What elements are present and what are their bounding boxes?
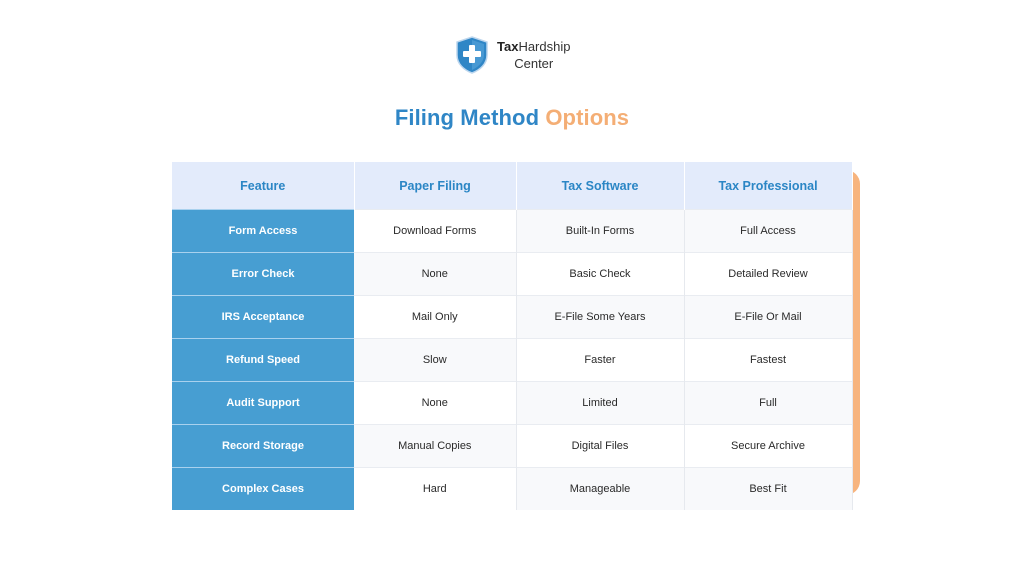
feature-cell: Error Check xyxy=(172,253,354,296)
title-part1: Filing Method xyxy=(394,105,540,130)
software-cell: Faster xyxy=(516,339,684,382)
feature-cell: Record Storage xyxy=(172,425,354,468)
shield-cross-icon xyxy=(455,36,489,74)
table-row xyxy=(172,296,852,339)
professional-cell: Fastest xyxy=(684,339,852,382)
paper-cell: Mail Only xyxy=(354,296,516,339)
software-cell: E-File Some Years xyxy=(516,296,684,339)
feature-cell: Form Access xyxy=(172,210,354,253)
professional-cell: Secure Archive xyxy=(684,425,852,468)
table-row xyxy=(172,425,852,468)
brand-name-line2: Center xyxy=(514,56,554,71)
page-title xyxy=(0,105,1024,131)
header-tax-software: Tax Software xyxy=(516,162,684,210)
paper-cell: Manual Copies xyxy=(354,425,516,468)
table-row xyxy=(172,210,852,253)
header-tax-professional: Tax Professional xyxy=(684,162,852,210)
paper-cell: Hard xyxy=(354,468,516,511)
professional-cell: E-File Or Mail xyxy=(684,296,852,339)
software-cell: Built-In Forms xyxy=(516,210,684,253)
table-row xyxy=(172,382,852,425)
professional-cell: Full Access xyxy=(684,210,852,253)
header-paper-filing: Paper Filing xyxy=(354,162,516,210)
header-feature: Feature xyxy=(172,162,354,210)
table-row xyxy=(172,339,852,382)
paper-cell: Download Forms xyxy=(354,210,516,253)
brand-logo xyxy=(455,36,570,74)
professional-cell: Full xyxy=(684,382,852,425)
feature-cell: Refund Speed xyxy=(172,339,354,382)
table-row xyxy=(172,468,852,511)
paper-cell: Slow xyxy=(354,339,516,382)
brand-name xyxy=(497,38,570,72)
software-cell: Limited xyxy=(516,382,684,425)
software-cell: Digital Files xyxy=(516,425,684,468)
software-cell: Manageable xyxy=(516,468,684,511)
paper-cell: None xyxy=(354,382,516,425)
professional-cell: Detailed Review xyxy=(684,253,852,296)
feature-cell: IRS Acceptance xyxy=(172,296,354,339)
title-part2: Options xyxy=(545,105,630,130)
brand-name-bold: Tax xyxy=(497,39,519,54)
brand-name-rest: Hardship xyxy=(518,39,571,54)
professional-cell: Best Fit xyxy=(684,468,852,511)
feature-cell: Audit Support xyxy=(172,382,354,425)
paper-cell: None xyxy=(354,253,516,296)
feature-cell: Complex Cases xyxy=(172,468,354,511)
software-cell: Basic Check xyxy=(516,253,684,296)
table-row xyxy=(172,253,852,296)
table-header-row xyxy=(172,162,852,210)
comparison-table xyxy=(172,162,852,495)
